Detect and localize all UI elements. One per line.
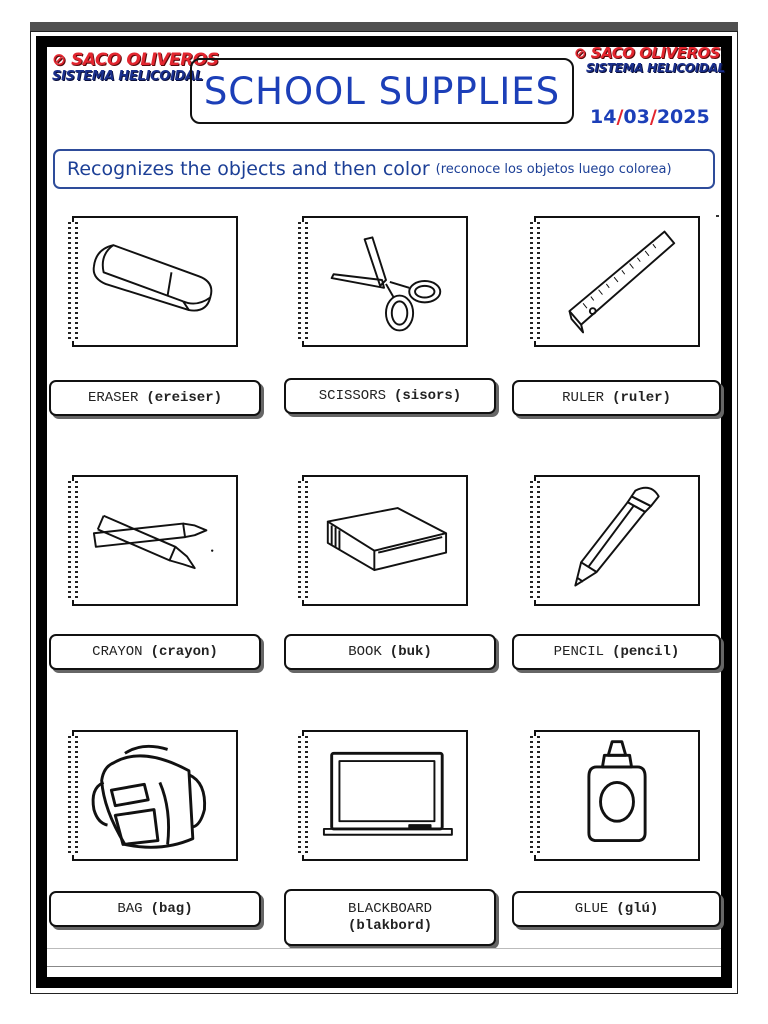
date-day: 14 bbox=[590, 106, 617, 128]
label-pencil bbox=[512, 634, 721, 670]
book-icon bbox=[304, 477, 466, 604]
logo-mark-icon: ⊘ bbox=[574, 44, 591, 62]
logo-name: SACO OLIVEROS bbox=[590, 44, 721, 62]
stray-mark bbox=[716, 215, 719, 217]
ruler-icon bbox=[536, 218, 698, 345]
instruction-box bbox=[53, 149, 715, 189]
item-word: RULER bbox=[562, 389, 605, 406]
logo-subtitle: SISTEMA HELICOIDAL bbox=[586, 61, 725, 75]
divider bbox=[47, 966, 721, 967]
instruction-text: Recognizes the objects and then color bbox=[67, 158, 430, 180]
item-pronunciation: (ereiser) bbox=[146, 389, 223, 406]
item-word: BOOK bbox=[348, 643, 382, 660]
eraser-card bbox=[72, 216, 238, 347]
date-separator: / bbox=[616, 106, 624, 128]
bag-icon bbox=[74, 732, 236, 859]
date-month: 03 bbox=[623, 106, 650, 128]
item-pronunciation: (sisors) bbox=[394, 387, 462, 404]
divider bbox=[47, 948, 721, 949]
item-pronunciation: (crayon) bbox=[150, 643, 218, 660]
top-bar bbox=[30, 22, 738, 31]
label-glue bbox=[512, 891, 721, 927]
date-year: 2025 bbox=[656, 106, 710, 128]
blackboard-card bbox=[302, 730, 468, 861]
instruction-translation: (reconoce los objetos luego colorea) bbox=[435, 161, 672, 177]
logo-name: SACO OLIVEROS bbox=[71, 50, 219, 70]
pencil-card bbox=[534, 475, 700, 606]
item-pronunciation: (glú) bbox=[616, 900, 659, 917]
book-card bbox=[302, 475, 468, 606]
blackboard-icon bbox=[304, 732, 466, 859]
glue-card bbox=[534, 730, 700, 861]
bag-card bbox=[72, 730, 238, 861]
logo-subtitle: SISTEMA HELICOIDAL bbox=[52, 69, 203, 84]
page-title: SCHOOL SUPPLIES bbox=[203, 69, 561, 113]
item-pronunciation: (bag) bbox=[150, 900, 193, 917]
item-word: PENCIL bbox=[553, 643, 605, 660]
item-pronunciation: (blakbord) bbox=[347, 917, 432, 934]
brand-logo-right bbox=[574, 46, 725, 74]
label-blackboard bbox=[284, 889, 496, 946]
item-word: GLUE bbox=[574, 900, 609, 917]
item-word: BAG bbox=[117, 900, 143, 917]
scissors-card bbox=[302, 216, 468, 347]
ruler-card bbox=[534, 216, 700, 347]
item-word: ERASER bbox=[87, 389, 139, 406]
crayon-icon bbox=[74, 477, 236, 604]
date bbox=[590, 106, 710, 128]
title-box bbox=[190, 58, 574, 124]
glue-icon bbox=[536, 732, 698, 859]
item-pronunciation: (pencil) bbox=[612, 643, 680, 660]
label-bag bbox=[49, 891, 261, 927]
label-scissors bbox=[284, 378, 496, 414]
pencil-icon bbox=[536, 477, 698, 604]
item-pronunciation: (ruler) bbox=[612, 389, 671, 406]
logo-mark-icon: ⊘ bbox=[52, 50, 72, 70]
item-word: BLACKBOARD bbox=[347, 901, 432, 918]
label-eraser bbox=[49, 380, 261, 416]
label-ruler bbox=[512, 380, 721, 416]
label-crayon bbox=[49, 634, 261, 670]
item-word: CRAYON bbox=[92, 643, 143, 660]
item-word: SCISSORS bbox=[318, 387, 386, 404]
eraser-icon bbox=[74, 218, 236, 345]
crayon-card bbox=[72, 475, 238, 606]
item-pronunciation: (buk) bbox=[389, 643, 432, 660]
label-book bbox=[284, 634, 496, 670]
scissors-icon bbox=[304, 218, 466, 345]
date-separator: / bbox=[649, 106, 657, 128]
